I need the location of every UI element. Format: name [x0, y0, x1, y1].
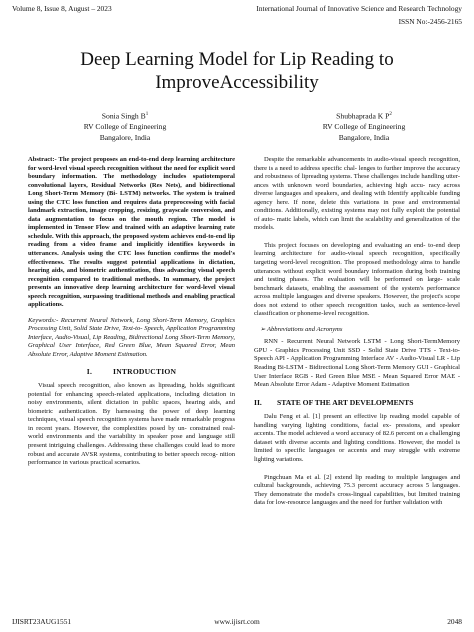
- journal-name: International Journal of Innovative Science and Research Technology: [256, 4, 462, 13]
- abstract: Abstract:- The project proposes an end-to-end deep learning architecture for word-level visual speech recognition without the need for explicit word boundary information. The methodology includes spatiotemporal convolutional layers, Residual Networks (Res Nets), and bidirectional Long Short-Term Memory (Bi- LSTM) networks. The system is trained using the CTC loss function and requires data preprocessing with facial landmark extraction, image cropping, resizing, grayscale conversion, and data augmentation to focus on the mouth region. The model is implemented in Tensor Flow and trained with an adaptive learning rate schedule. With this approach, the proposed system achieves end-to-end lip reading from a video frame and implicitly identifies keywords in utterances. Analysis using the CTC loss function confirms the model's effectiveness. The results suggest potential applications in dictation, hearing aids, and biometric authentication, thus advancing visual speech recognition compared to traditional methods. In summary, the project presents an innovative deep learning architecture for word-level visual speech recognition, surpassing traditional methods and enabling practical applications.: [28, 156, 235, 309]
- abbreviations-list: RNN - Recurrent Neural Network LSTM - Long Short-TermMemory GPU - Graphics Processing Unit SSD - Solid State Drive TTS - Text-to-Speech API - Application Programming Interface AV - Audio-Visual LR - Lip Reading Bi-LSTM - Bidirectional Long Short-Term Memory GUI - Graphical User Interface RGB - Red Green Blue MSE - Mean Squared Error MAE - Mean Absolute Error Adam - Adaptive Moment Estimation: [254, 338, 460, 389]
- title-line-1: Deep Learning Model for Lip Reading to: [80, 49, 394, 70]
- author-affiliation: RV College of Engineering: [322, 122, 406, 132]
- title-line-2: ImproveAccessibility: [155, 72, 319, 93]
- author-name: Shubhaprada K $P^2$: [336, 111, 392, 121]
- author-city: Bangalore, India: [99, 132, 151, 142]
- author-block-2: [294, 110, 434, 143]
- body-paragraph: This project focuses on developing and evaluating an end- to-end deep learning architecture for audio-visual speech recognition, specifically targeting word-level recognition. The proposed methodology aims to handle utterances without explicit word boundary information during both training and testing phases. The evaluation will be performed on large- scale benchmark datasets, enabling the assessment of the system's performance across multiple languages and diverse speakers. However, the project's scope does not extend to other speech recognition tasks, such as sentence-level classification or phoneme-level recognition.: [254, 241, 460, 318]
- journal-website: www.ijisrt.com: [214, 617, 260, 626]
- author-city: Bangalore, India: [338, 132, 390, 142]
- section-heading-introduction: I. INTRODUCTION: [86, 366, 177, 376]
- introduction-paragraph: Visual speech recognition, also known as lipreading, holds significant potential for enhancing speech-related applications, including dictation in noisy environments, silent dictation in public spaces, hearing aids, and biometric authentication. By harnessing the power of deep learning techniques, visual speech recognition systems have made remarkable progress in recent years. However, the complexities posed by un- constrained real-world environments and the variability in speaker pose and language still present intriguing challenges. Addressing these challenges could lead to more robust and accurate AVSR systems, contributing to better speech recog- nition performance in various practical scenarios.: [28, 382, 235, 467]
- paper-title: [0, 48, 474, 94]
- abbreviations-heading: ➢ Abbreviations and Acronyms: [260, 325, 343, 333]
- right-column: [254, 156, 460, 508]
- journal-issn: ISSN No:-2456-2165: [398, 17, 462, 26]
- body-paragraph: Pingchuan Ma et al. [2] extend lip reading to multiple languages and cultural backgrounds, achieving 75.3 percent accuracy across 5 languages. They demonstrate the model's cross-lingual capabilities, but limited training data for low-resource languages and the need for further validation with: [254, 473, 460, 507]
- body-paragraph: Dalu Feng et al. [1] present an effective lip reading model capable of handling varying lighting conditions, facial ex- pressions, and speaker accents. The model achieved a word accuracy of 82.6 percent on a challenging dataset with diverse accents and lighting conditions. However, the model is limited to specific languages or accents and may struggle with extreme lighting variations.: [254, 413, 461, 463]
- author-block-1: [55, 110, 195, 143]
- left-column: [28, 156, 235, 468]
- body-paragraph: Despite the remarkable advancements in audio-visual speech recognition, there is a need to address specific chal- lenges to further improve the accuracy and robustness of lipreading systems. These challenges include handling utter- ances with unknown word boundaries, achieving high accu- racy across diverse languages and speakers, and dealing with Identify applicable funding agency here. If none, delete this variations in pose and environmental conditions. Additionally, existing systems may not fully exploit the potential of auto- matic labels, which can limit the scalability and generalization of the models.: [254, 156, 460, 232]
- author-affiliation: RV College of Engineering: [83, 122, 167, 132]
- author-name: Sonia Singh $B^1$: [101, 111, 149, 121]
- keywords: Keywords:- Recurrent Neural Network, Long Short-Term Memory, Graphics Processing Unit, Solid State Drive, Text-to- Speech, Application Programming Interface, Audio-Visual, Lip Reading, Bidirectional Long Short-Term Memory, Graphical User Interface, Red Green Blue, Mean Squared Error, Mean Absolute Error, Adaptive Moment Estimation.: [28, 316, 235, 359]
- paper-id: IJISRT23AUG1551: [12, 617, 72, 626]
- section-heading-state-of-art: II. STATE OF THE ART DEVELOPMENTS: [254, 397, 414, 407]
- arrow-bullet-icon: ➢: [260, 325, 266, 333]
- page-number: 2048: [447, 617, 462, 626]
- journal-volume: Volume 8, Issue 8, August – 2023: [12, 4, 112, 13]
